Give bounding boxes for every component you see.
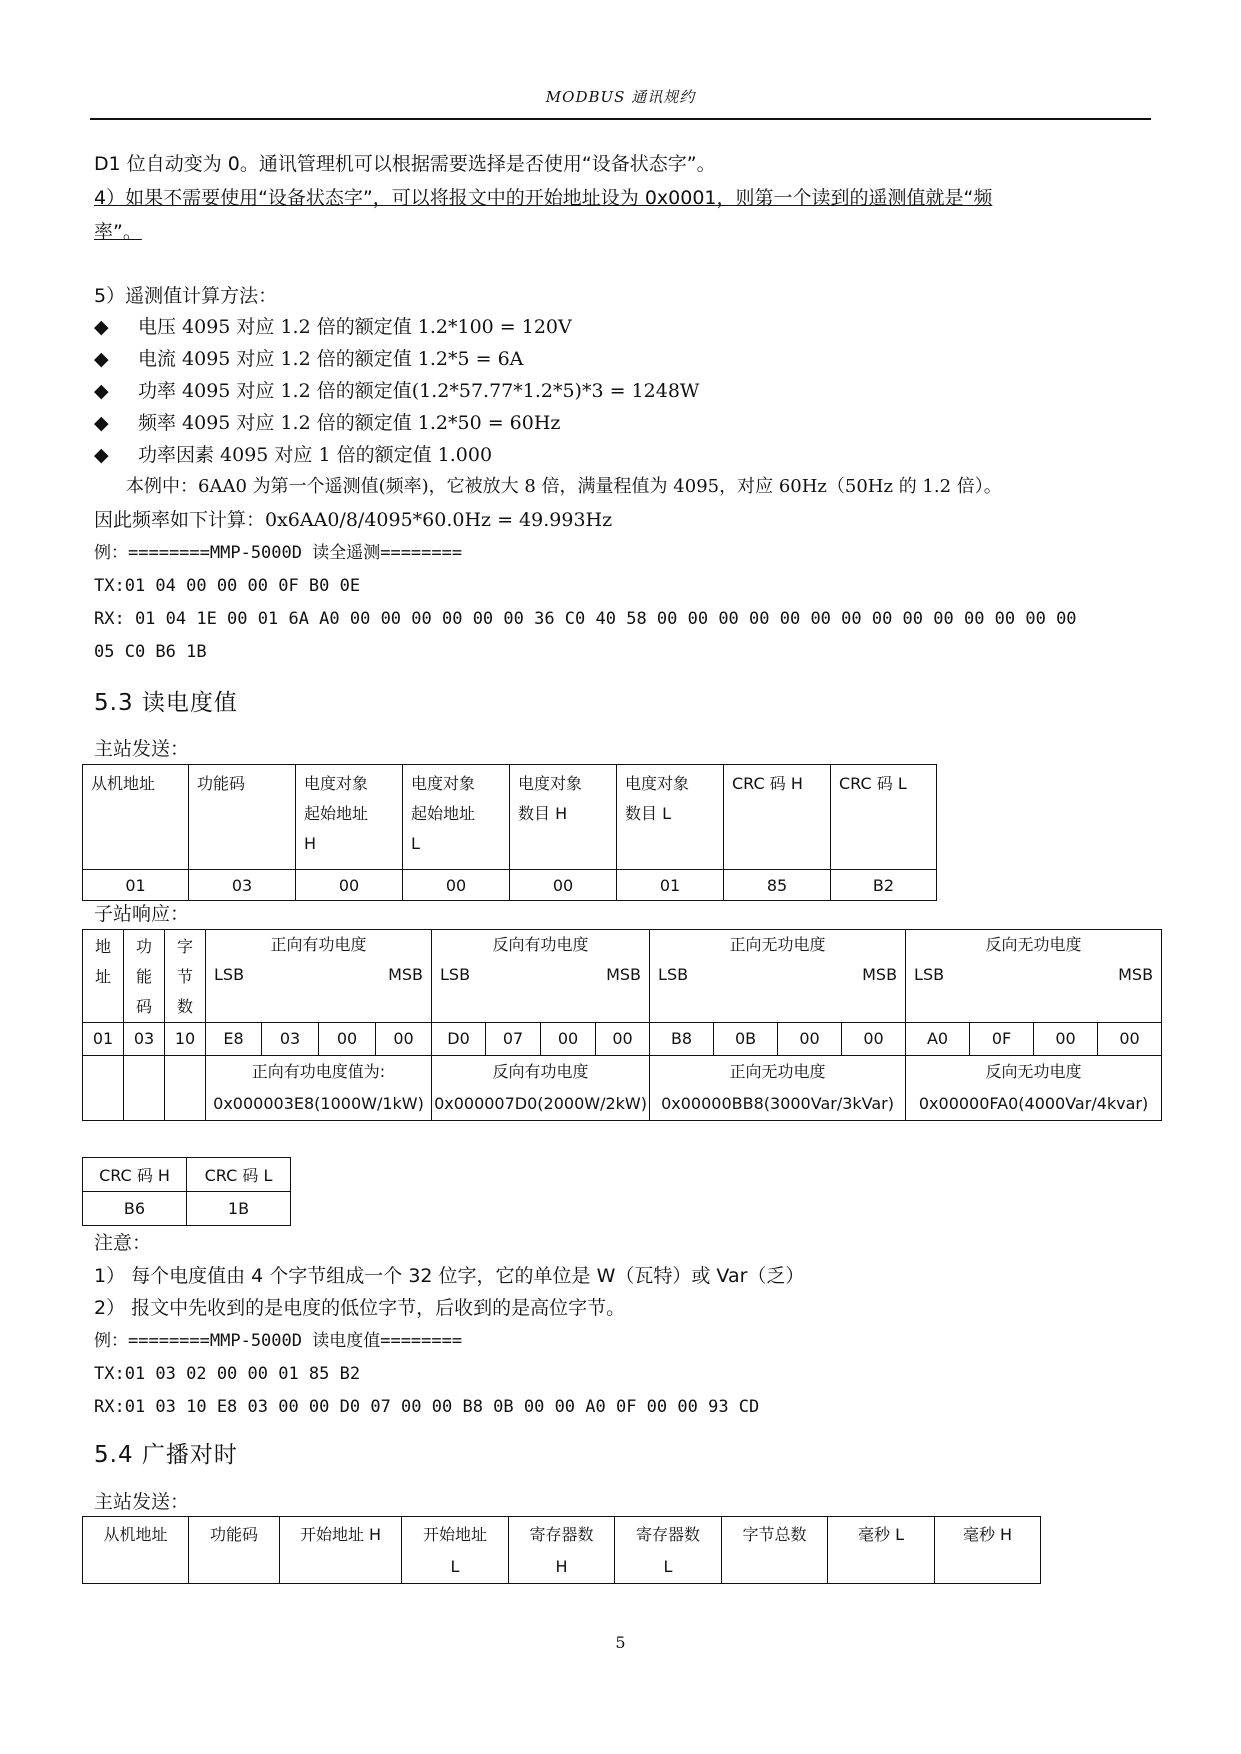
table-header-cell: CRC 码 L <box>831 765 937 870</box>
table-header-cell: CRC 码 H <box>83 1158 187 1192</box>
header-rule <box>90 118 1151 120</box>
table-header-cell: 从机地址 <box>83 1517 189 1584</box>
table-header-cell: CRC 码 H <box>724 765 831 870</box>
table-cell <box>165 1056 206 1121</box>
energy-value-label: 正向无功电度 0x00000BB8(3000Var/3kVar) <box>650 1056 906 1121</box>
table-header-cell: 电度对象 数目 H <box>510 765 617 870</box>
lsb-msb-label: LSB MSB <box>906 960 1162 1023</box>
calc-rx-line-1: RX: 01 04 1E 00 01 6A A0 00 00 00 00 00 00 36 C0 40 58 00 00 00 00 00 00 00 00 00 00 00 00 00 00 <box>94 609 1077 629</box>
table-header-cell: 功能码 <box>189 765 296 870</box>
table-cell: 0B <box>714 1023 778 1056</box>
lsb-msb-label: LSB MSB <box>650 960 906 1023</box>
table-cell: 03 <box>189 870 296 901</box>
table-row <box>83 1023 1162 1056</box>
table-header-row <box>83 960 1162 1023</box>
diamond-bullet-icon: ◆ <box>94 348 109 370</box>
table-cell: 03 <box>124 1023 165 1056</box>
table-group-header: 正向有功电度 <box>206 930 432 961</box>
diamond-bullet-icon: ◆ <box>94 380 109 402</box>
table-header-cell: 寄存器数 H <box>509 1517 615 1584</box>
table-header-cell: 功能码 <box>189 1517 280 1584</box>
table-cell: 00 <box>376 1023 432 1056</box>
table-header-cell: 电度对象 起始地址 L <box>403 765 510 870</box>
table-group-header: 反向无功电度 <box>906 930 1162 961</box>
table-header-cell: 寄存器数 L <box>615 1517 722 1584</box>
notes-title: 注意： <box>94 1232 152 1254</box>
section-heading-5-3: 5.3 读电度值 <box>94 690 238 716</box>
table-cell: 01 <box>83 870 189 901</box>
calc-example-line-1: 本例中：6AA0 为第一个遥测值(频率)，它被放大 8 倍，满量程值为 4095，对应 60Hz（50Hz 的 1.2 倍）。 <box>126 476 1002 497</box>
table-cell <box>124 1056 165 1121</box>
table-cell: 00 <box>541 1023 596 1056</box>
table-row <box>83 1056 1162 1121</box>
calc-item: ◆ 电压 4095 对应 1.2 倍的额定值 1.2*100 = 120V <box>94 316 572 338</box>
table-cell: D0 <box>432 1023 486 1056</box>
energy-tx: TX:01 03 02 00 00 01 85 B2 <box>94 1364 361 1384</box>
energy-value-label: 正向有功电度值为: 0x000003E8(1000W/1kW) <box>206 1056 432 1121</box>
section-heading-5-4: 5.4 广播对时 <box>94 1442 238 1468</box>
table-header-cell: 电度对象 数目 L <box>617 765 724 870</box>
table-header-row <box>83 1158 291 1192</box>
calc-item: ◆ 功率因素 4095 对应 1 倍的额定值 1.000 <box>94 444 493 466</box>
broadcast-master-label: 主站发送： <box>94 1491 190 1513</box>
energy-rx: RX:01 03 10 E8 03 00 00 D0 07 00 00 B8 0B 00 00 A0 0F 00 00 93 CD <box>94 1397 760 1417</box>
calc-item: ◆ 电流 4095 对应 1.2 倍的额定值 1.2*5 = 6A <box>94 348 524 370</box>
slave-response-table <box>82 929 1162 1121</box>
master-send-label: 主站发送： <box>94 738 190 760</box>
table-cell: 01 <box>83 1023 124 1056</box>
table-cell: 00 <box>778 1023 842 1056</box>
table-cell: 01 <box>617 870 724 901</box>
table-cell: 03 <box>262 1023 319 1056</box>
table-cell: 00 <box>403 870 510 901</box>
table-row <box>83 870 937 901</box>
table-cell: 00 <box>596 1023 650 1056</box>
table-cell: 00 <box>1034 1023 1098 1056</box>
slave-response-label: 子站响应： <box>94 903 190 925</box>
calc-example-line-2: 因此频率如下计算：0x6AA0/8/4095*60.0Hz = 49.993Hz <box>94 509 613 531</box>
table-header-cell: 字节总数 <box>722 1517 828 1584</box>
table-cell: 00 <box>296 870 403 901</box>
energy-example-title: 例：========MMP-5000D 读电度值======== <box>94 1331 463 1351</box>
calc-tx: TX:01 04 00 00 00 0F B0 0E <box>94 576 361 596</box>
table-cell: 85 <box>724 870 831 901</box>
table-header-cell: 毫秒 L <box>828 1517 935 1584</box>
table-cell: 0F <box>970 1023 1034 1056</box>
table-header-row <box>83 765 937 870</box>
table-header-cell: 功 能 码 <box>124 930 165 1023</box>
diamond-bullet-icon: ◆ <box>94 412 109 434</box>
note-item: 2） 报文中先收到的是电度的低位字节，后收到的是高位字节。 <box>94 1297 626 1319</box>
table-cell: 07 <box>486 1023 541 1056</box>
calc-example-title: 例：========MMP-5000D 读全遥测======== <box>94 543 463 563</box>
table-header-cell: 开始地址 H <box>280 1517 402 1584</box>
calc-item: ◆ 频率 4095 对应 1.2 倍的额定值 1.2*50 = 60Hz <box>94 412 561 434</box>
table-group-header: 正向无功电度 <box>650 930 906 961</box>
page-header: MODBUS 通讯规约 <box>545 88 696 106</box>
diamond-bullet-icon: ◆ <box>94 444 109 466</box>
master-request-table <box>82 764 937 901</box>
crc-table <box>82 1157 291 1226</box>
table-header-cell: 从机地址 <box>83 765 189 870</box>
energy-value-label: 反向有功电度 0x000007D0(2000W/2kW) <box>432 1056 650 1121</box>
table-cell: 00 <box>510 870 617 901</box>
table-header-cell: 电度对象 起始地址 H <box>296 765 403 870</box>
broadcast-time-table <box>82 1516 1041 1584</box>
table-cell: B6 <box>83 1192 187 1226</box>
table-cell <box>83 1056 124 1121</box>
lsb-msb-label: LSB MSB <box>206 960 432 1023</box>
table-header-cell: 开始地址 L <box>402 1517 509 1584</box>
table-header-row <box>83 930 1162 961</box>
table-row <box>83 1192 291 1226</box>
table-cell: E8 <box>206 1023 262 1056</box>
intro-line-3: 率”。 <box>94 221 142 243</box>
energy-value-label: 反向无功电度 0x00000FA0(4000Var/4kvar) <box>906 1056 1162 1121</box>
table-cell: 00 <box>842 1023 906 1056</box>
table-cell: 10 <box>165 1023 206 1056</box>
page-number: 5 <box>615 1633 626 1652</box>
table-cell: 1B <box>187 1192 291 1226</box>
table-cell: B8 <box>650 1023 714 1056</box>
table-header-cell: CRC 码 L <box>187 1158 291 1192</box>
table-cell: B2 <box>831 870 937 901</box>
table-header-cell: 地 址 <box>83 930 124 1023</box>
intro-line-1: D1 位自动变为 0。通讯管理机可以根据需要选择是否使用“设备状态字”。 <box>94 153 716 175</box>
lsb-msb-label: LSB MSB <box>432 960 650 1023</box>
table-cell: 00 <box>319 1023 376 1056</box>
table-group-header: 反向有功电度 <box>432 930 650 961</box>
note-item: 1） 每个电度值由 4 个字节组成一个 32 位字，它的单位是 W（瓦特）或 Var（乏） <box>94 1265 805 1287</box>
diamond-bullet-icon: ◆ <box>94 316 109 338</box>
table-header-row <box>83 1517 1041 1584</box>
table-header-cell: 字 节 数 <box>165 930 206 1023</box>
calc-rx-line-2: 05 C0 B6 1B <box>94 642 207 662</box>
calc-title: 5）遥测值计算方法： <box>94 285 278 307</box>
intro-line-2: 4）如果不需要使用“设备状态字”，可以将报文中的开始地址设为 0x0001，则第一个读到的遥测值就是“频 <box>94 187 993 209</box>
table-header-cell: 毫秒 H <box>935 1517 1041 1584</box>
calc-item: ◆ 功率 4095 对应 1.2 倍的额定值(1.2*57.77*1.2*5)*3 = 1248W <box>94 380 700 402</box>
table-cell: 00 <box>1098 1023 1162 1056</box>
table-cell: A0 <box>906 1023 970 1056</box>
